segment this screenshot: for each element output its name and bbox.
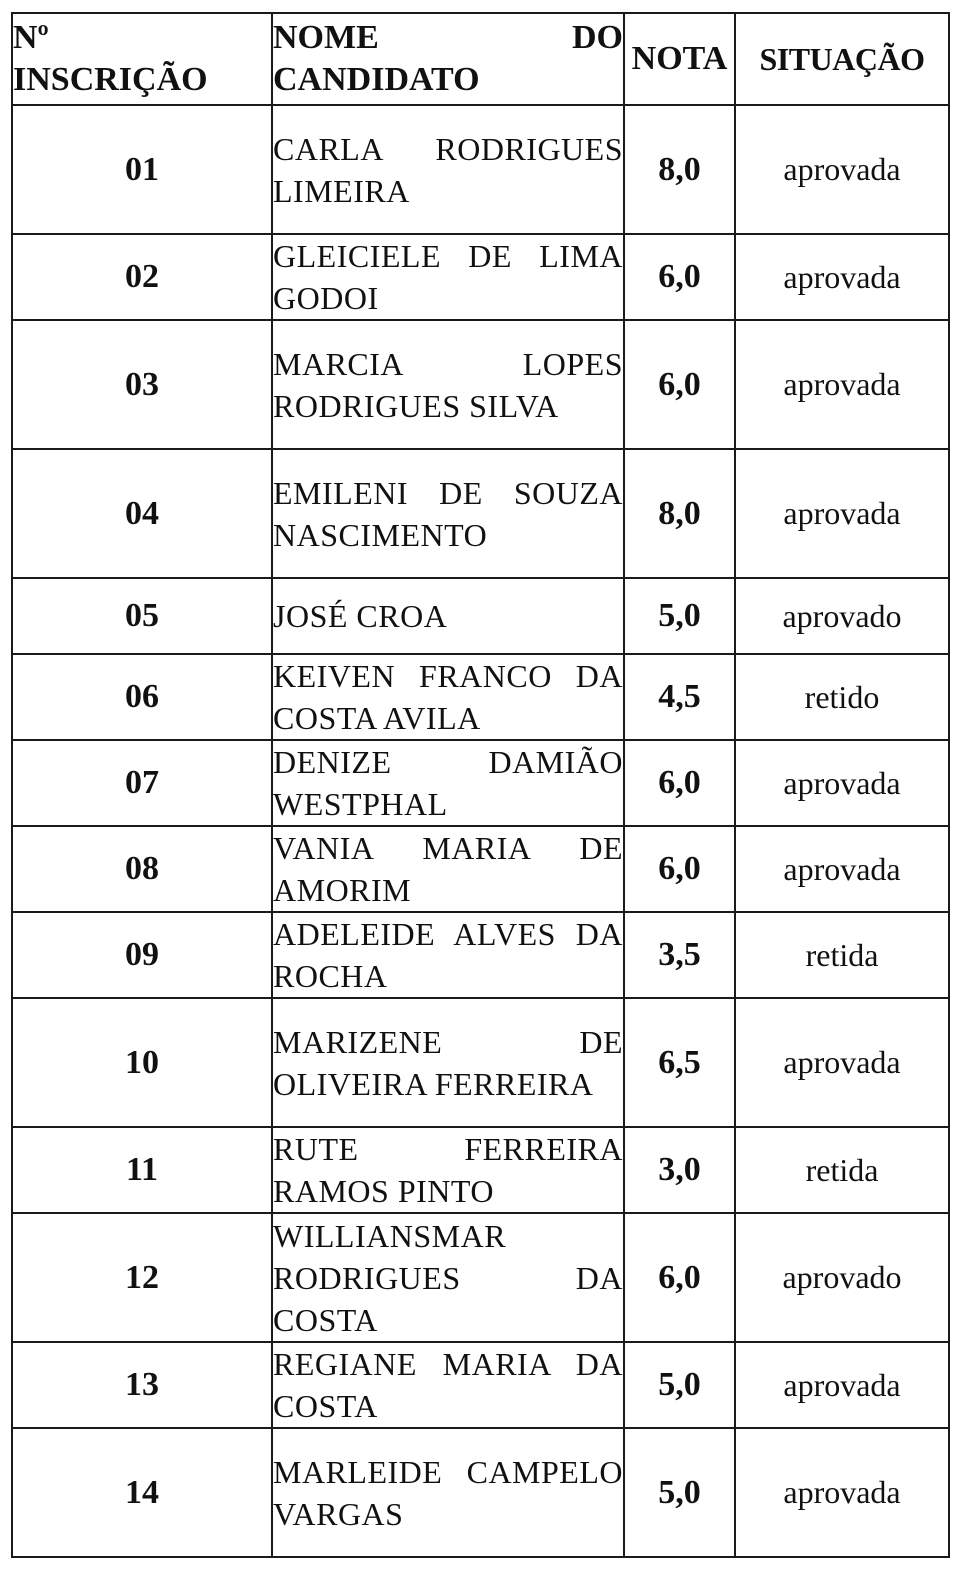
row-name: MARIZENE DE OLIVEIRA FERREIRA	[272, 998, 624, 1127]
row-name: EMILENI DE SOUZA NASCIMENTO	[272, 449, 624, 578]
row-nota: 6,5	[624, 998, 735, 1127]
table-row	[12, 449, 949, 578]
row-num: 14	[12, 1428, 272, 1557]
row-nota: 4,5	[624, 654, 735, 740]
row-name: GLEICIELE DE LIMA GODOI	[272, 234, 624, 320]
table-row	[12, 578, 949, 654]
row-situacao: aprovada	[735, 320, 949, 449]
results-table	[11, 12, 950, 1558]
row-situacao: aprovada	[735, 998, 949, 1127]
row-name: JOSÉ CROA	[272, 578, 624, 654]
table-row	[12, 320, 949, 449]
row-num: 13	[12, 1342, 272, 1428]
row-name: CARLA RODRIGUES LIMEIRA	[272, 105, 624, 234]
row-situacao: aprovada	[735, 1342, 949, 1428]
row-nota: 8,0	[624, 105, 735, 234]
table-row	[12, 1213, 949, 1342]
header-nome	[272, 13, 624, 105]
row-nota: 6,0	[624, 740, 735, 826]
row-nota: 6,0	[624, 826, 735, 912]
row-situacao: retido	[735, 654, 949, 740]
header-inscricao-line1: Nº	[13, 19, 49, 56]
row-nota: 5,0	[624, 1428, 735, 1557]
row-num: 02	[12, 234, 272, 320]
row-situacao: retida	[735, 912, 949, 998]
row-num: 08	[12, 826, 272, 912]
header-nome-line2: CANDIDATO	[273, 61, 480, 98]
table-row	[12, 826, 949, 912]
row-situacao: aprovada	[735, 234, 949, 320]
row-situacao: aprovado	[735, 1213, 949, 1342]
row-nota: 3,5	[624, 912, 735, 998]
row-num: 11	[12, 1127, 272, 1213]
row-name: ADELEIDE ALVES DA ROCHA	[272, 912, 624, 998]
row-situacao: aprovada	[735, 826, 949, 912]
row-num: 03	[12, 320, 272, 449]
row-num: 05	[12, 578, 272, 654]
header-nome-word1: NOME	[273, 19, 379, 56]
row-situacao: aprovada	[735, 105, 949, 234]
row-situacao: aprovado	[735, 578, 949, 654]
row-num: 12	[12, 1213, 272, 1342]
row-name: DENIZE DAMIÃO WESTPHAL	[272, 740, 624, 826]
header-nota: NOTA	[624, 13, 735, 105]
header-inscricao	[12, 13, 272, 105]
table-row	[12, 1428, 949, 1557]
row-nota: 8,0	[624, 449, 735, 578]
header-inscricao-line2: INSCRIÇÃO	[13, 61, 208, 98]
row-name: RUTE FERREIRA RAMOS PINTO	[272, 1127, 624, 1213]
table-row	[12, 105, 949, 234]
row-num: 10	[12, 998, 272, 1127]
row-situacao: retida	[735, 1127, 949, 1213]
table-row	[12, 1127, 949, 1213]
row-situacao: aprovada	[735, 1428, 949, 1557]
row-nota: 6,0	[624, 234, 735, 320]
row-name: MARLEIDE CAMPELO VARGAS	[272, 1428, 624, 1557]
header-situacao: SITUAÇÃO	[735, 13, 949, 105]
table-header	[12, 13, 949, 105]
row-name: WILLIANSMAR RODRIGUES DA COSTA	[272, 1213, 624, 1342]
row-name: VANIA MARIA DE AMORIM	[272, 826, 624, 912]
row-nota: 6,0	[624, 320, 735, 449]
table-row	[12, 234, 949, 320]
row-num: 01	[12, 105, 272, 234]
table-row	[12, 1342, 949, 1428]
row-num: 07	[12, 740, 272, 826]
header-nome-word2: DO	[572, 19, 623, 56]
table-row	[12, 912, 949, 998]
row-nota: 5,0	[624, 578, 735, 654]
row-nota: 3,0	[624, 1127, 735, 1213]
row-nota: 6,0	[624, 1213, 735, 1342]
table-row	[12, 740, 949, 826]
row-name: MARCIA LOPES RODRIGUES SILVA	[272, 320, 624, 449]
row-num: 09	[12, 912, 272, 998]
row-nota: 5,0	[624, 1342, 735, 1428]
row-num: 06	[12, 654, 272, 740]
row-situacao: aprovada	[735, 449, 949, 578]
row-num: 04	[12, 449, 272, 578]
row-situacao: aprovada	[735, 740, 949, 826]
table-row	[12, 998, 949, 1127]
row-name: KEIVEN FRANCO DA COSTA AVILA	[272, 654, 624, 740]
table-row	[12, 654, 949, 740]
row-name: REGIANE MARIA DA COSTA	[272, 1342, 624, 1428]
